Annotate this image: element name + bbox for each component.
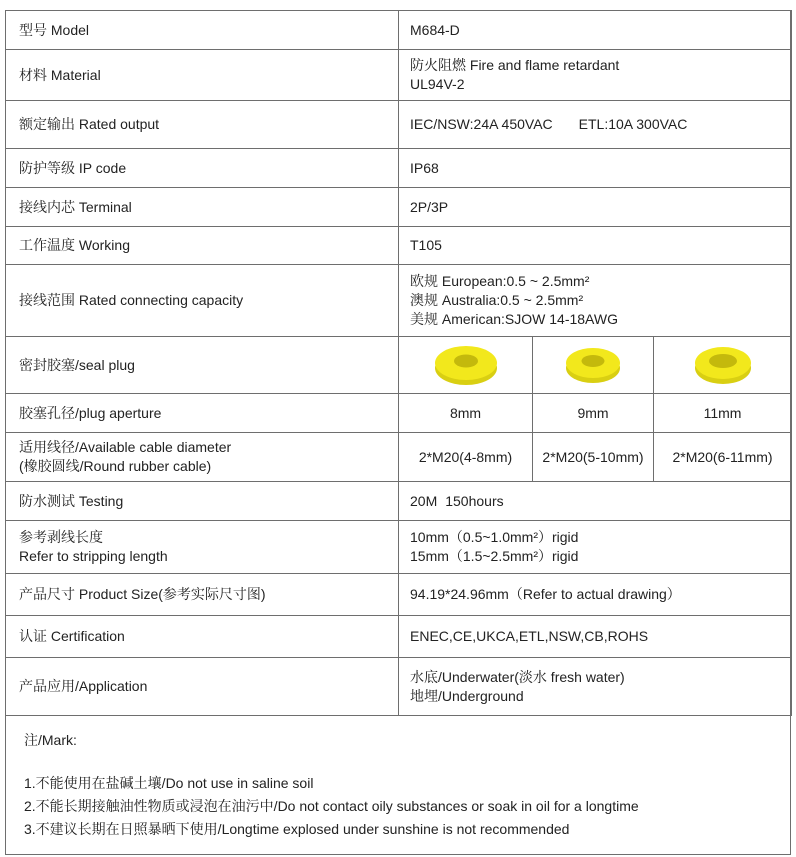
row-plug-aperture bbox=[6, 394, 792, 433]
label-application: 产品应用/Application bbox=[6, 658, 399, 716]
value-model: M684-D bbox=[399, 11, 792, 50]
label-stripping bbox=[6, 521, 399, 574]
row-application bbox=[6, 658, 792, 716]
row-ip-code bbox=[6, 149, 792, 188]
seal-plug-image-9mm bbox=[533, 337, 654, 394]
row-rated-output bbox=[6, 101, 792, 149]
row-product-size bbox=[6, 574, 792, 616]
label-certification: 认证 Certification bbox=[6, 616, 399, 658]
spec-table bbox=[5, 10, 792, 716]
value-cable-diameter-2: 2*M20(5-10mm) bbox=[533, 433, 654, 482]
value-capacity-eu: 欧规 European:0.5 ~ 2.5mm² bbox=[410, 273, 590, 289]
note-item: 1.不能使用在盐碱土壤/Do not use in saline soil bbox=[24, 775, 314, 791]
value-testing bbox=[399, 482, 792, 521]
label-product-size: 产品尺寸 Product Size(参考实际尺寸图) bbox=[6, 574, 399, 616]
row-capacity bbox=[6, 265, 792, 337]
seal-plug-icon bbox=[693, 344, 753, 386]
label-capacity: 接线范围 Rated connecting capacity bbox=[6, 265, 399, 337]
row-working bbox=[6, 227, 792, 265]
value-stripping-line-2: 15mm（1.5~2.5mm²）rigid bbox=[410, 548, 579, 564]
row-seal-plug bbox=[6, 337, 792, 394]
seal-plug-image-8mm bbox=[399, 337, 533, 394]
value-material-line-2: UL94V-2 bbox=[410, 76, 465, 92]
value-application bbox=[399, 658, 792, 716]
spec-sheet bbox=[5, 10, 791, 855]
note-item: 3.不建议长期在日照暴晒下使用/Longtime explosed under sunshine is not recommended bbox=[24, 821, 570, 837]
value-application-line-1: 水底/Underwater(淡水 fresh water) bbox=[410, 668, 625, 685]
note-item: 2.不能长期接触油性物质或浸泡在油污中/Do not contact oily substances or soak in oil for a longtime bbox=[24, 798, 639, 814]
label-cable-diameter bbox=[6, 433, 399, 482]
value-product-size: 94.19*24.96mm（Refer to actual drawing） bbox=[399, 574, 792, 616]
value-testing-duration: 150hours bbox=[445, 492, 504, 509]
value-stripping-line-1: 10mm（0.5~1.0mm²）rigid bbox=[410, 529, 579, 545]
row-stripping bbox=[6, 521, 792, 574]
value-capacity-us: 美规 American:SJOW 14-18AWG bbox=[410, 311, 618, 327]
seal-plug-icon bbox=[564, 345, 622, 385]
value-ip-code: IP68 bbox=[399, 149, 792, 188]
value-working: T105 bbox=[399, 227, 792, 265]
row-cable-diameter bbox=[6, 433, 792, 482]
row-terminal bbox=[6, 188, 792, 227]
value-terminal: 2P/3P bbox=[399, 188, 792, 227]
value-capacity-au: 澳规 Australia:0.5 ~ 2.5mm² bbox=[410, 292, 584, 308]
value-cable-diameter-1: 2*M20(4-8mm) bbox=[399, 433, 533, 482]
notes-section bbox=[24, 729, 784, 841]
label-testing: 防水测试 Testing bbox=[6, 482, 399, 521]
label-terminal: 接线内芯 Terminal bbox=[6, 188, 399, 227]
value-certification: ENEC,CE,UKCA,ETL,NSW,CB,ROHS bbox=[399, 616, 792, 658]
value-rated-output-etl: ETL:10A 300VAC bbox=[578, 116, 688, 132]
value-cable-diameter-3: 2*M20(6-11mm) bbox=[654, 433, 792, 482]
value-aperture-2: 9mm bbox=[533, 394, 654, 433]
notes-heading: 注/Mark: bbox=[24, 732, 77, 748]
value-material bbox=[399, 50, 792, 101]
seal-plug-image-11mm bbox=[654, 337, 792, 394]
value-aperture-1: 8mm bbox=[399, 394, 533, 433]
label-material: 材料 Material bbox=[6, 50, 399, 101]
value-application-line-2: 地埋/Underground bbox=[410, 687, 524, 704]
value-stripping bbox=[399, 521, 792, 574]
row-testing bbox=[6, 482, 792, 521]
label-seal-plug: 密封胶塞/seal plug bbox=[6, 337, 399, 394]
value-testing-depth: 20M bbox=[410, 492, 438, 509]
row-model bbox=[6, 11, 792, 50]
value-rated-output bbox=[399, 101, 792, 149]
value-capacity bbox=[399, 265, 792, 337]
label-stripping-cn: 参考剥线长度 bbox=[19, 529, 103, 545]
label-cable-diameter-line-1: 适用线径/Available cable diameter bbox=[19, 439, 232, 455]
label-model: 型号 Model bbox=[6, 11, 399, 50]
label-working: 工作温度 Working bbox=[6, 227, 399, 265]
row-certification bbox=[6, 616, 792, 658]
value-aperture-3: 11mm bbox=[654, 394, 792, 433]
value-material-line-1: 防火阻燃 Fire and flame retardant bbox=[410, 57, 620, 73]
label-rated-output: 额定输出 Rated output bbox=[6, 101, 399, 149]
label-cable-diameter-line-2: (橡胶圆线/Round rubber cable) bbox=[19, 458, 212, 474]
label-stripping-en: Refer to stripping length bbox=[19, 548, 168, 564]
value-rated-output-iec: IEC/NSW:24A 450VAC bbox=[410, 116, 553, 132]
seal-plug-icon bbox=[433, 343, 499, 387]
label-ip-code: 防护等级 IP code bbox=[6, 149, 399, 188]
row-material bbox=[6, 50, 792, 101]
label-plug-aperture: 胶塞孔径/plug aperture bbox=[6, 394, 399, 433]
